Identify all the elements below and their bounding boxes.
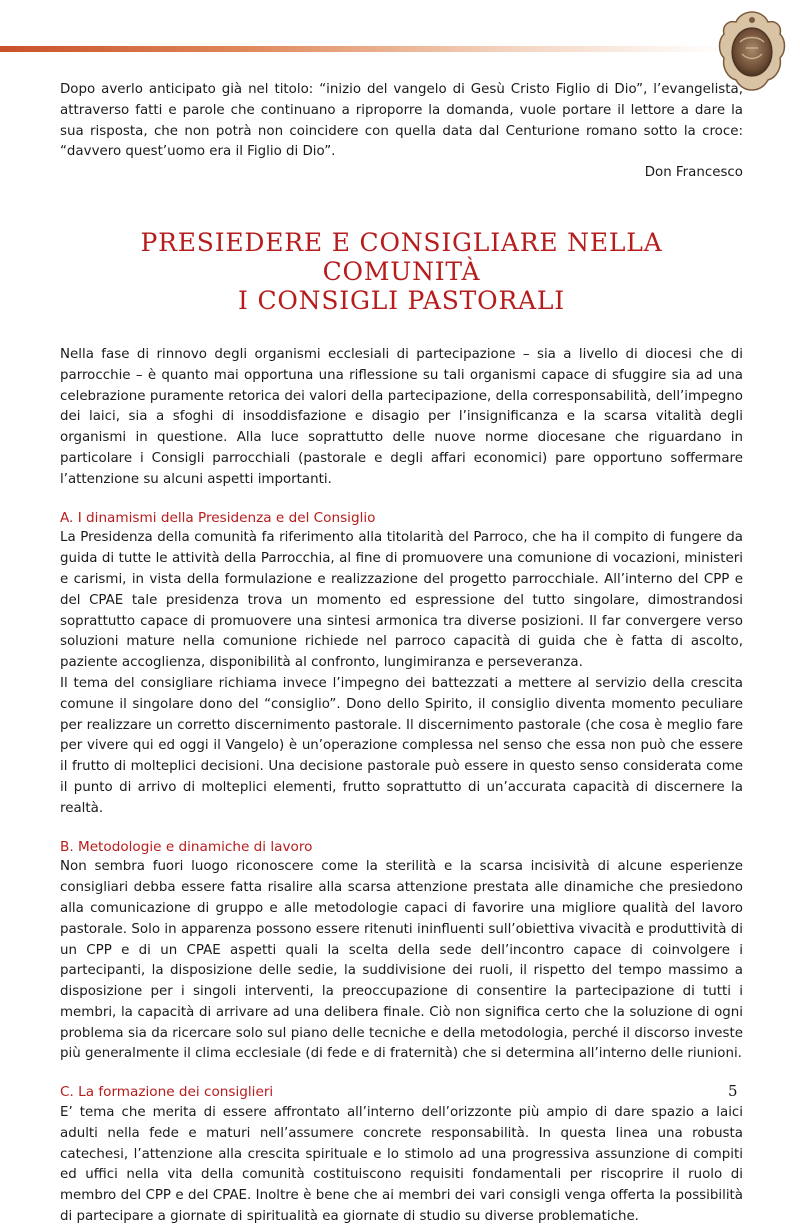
section-c-heading: C. La formazione dei consiglieri bbox=[60, 1084, 274, 1101]
header-rule bbox=[0, 46, 720, 52]
page-content bbox=[60, 80, 743, 1228]
article-title-line2: I CONSIGLI PASTORALI bbox=[238, 285, 565, 315]
section-b-paragraph-1: Non sembra fuori luogo riconoscere come la sterilità e la scarsa incisività di alcune esperienze consigliari debba essere fatta risalire alla scarsa attenzione prestata alle dinamiche che presiedono alla comunicazione di gruppo e alle metodologie capaci di favorire una migliore qualità del lavoro pastorale. Solo in apparenza possono essere ritenuti ininfluenti sull’obiettiva vivacità e produttività di un CPP e di un CPAE aspetti quali la scelta della sede dell’incontro capace di coinvolgere i partecipanti, la disposizione delle sedie, la suddivisione dei ruoli, il rispetto del tempo massimo a disposizione per i singoli interventi, la preoccupazione di consentire la partecipazione di tutti i membri, la capacità di arrivare ad una delibera finale. Ciò non significa certo che la soluzione di ogni problema sia da ricercare solo sul piano delle tecniche e della metodologia, perché il discorso investe più generalmente il clima ecclesiale (di fede e di fraternità) che si determina all’interno delle riunioni. bbox=[60, 859, 743, 1062]
section-a-heading: A. I dinamismi della Presidenza e del Consiglio bbox=[60, 509, 376, 526]
continuation-paragraph: Dopo averlo anticipato già nel titolo: “inizio del vangelo di Gesù Cristo Figlio di Dio”, l’evangelista, attraverso fatti e parole che continuano a riproporre la domanda, vuole portare il lettore a dare la sua risposta, che non potrà non coincidere con quella data dal Centurione romano sotto la croce: “davvero quest’uomo era il Figlio di Dio”. bbox=[60, 82, 743, 160]
intro-paragraph: Nella fase di rinnovo degli organismi ecclesiali di partecipazione – sia a livello di diocesi che di parrocchie – è quanto mai opportuna una riflessione su tali organismi capace di sfuggire sia ad una celebrazione puramente retorica dei valori della partecipazione, della corresponsabilità, dell’impegno dei laici, sia a sfoghi di insoddisfazione e disagio per l’insignificanza e la scarsa vitalità degli organismi in questione. Alla luce soprattutto delle nuove norme diocesane che riguardano in particolare i Consigli parrocchiali (pastorale e degli affari economici) pare opportuno soffermare l’attenzione su alcuni aspetti importanti. bbox=[60, 346, 743, 487]
page-number: 5 bbox=[728, 1082, 738, 1100]
section-b-heading: B. Metodologie e dinamiche di lavoro bbox=[60, 838, 313, 855]
signature: Don Francesco bbox=[644, 165, 743, 181]
section-c-paragraph-1: E’ tema che merita di essere affrontato all’interno dell’orizzonte più ampio di dare spazio a laici adulti nella fede e maturi nell’assumere concrete responsabilità. In questa linea una robusta catechesi, l’attenzione alla crescita spirituale e lo stimolo ad una progressiva assunzione di compiti ed uffici nella vita della comunità costituiscono requisiti fondamentali per riscoprire il ruolo di membro del CPP e del CPAE. Inoltre è bene che ai membri dei vari consigli venga offerta la possibilità di partecipare a giornate di spiritualità ea giornate di studio su diverse problematiche. bbox=[60, 1105, 743, 1225]
article-title-line1: PRESIEDERE E CONSIGLIARE NELLA COMUNITÀ bbox=[140, 227, 663, 286]
section-a-paragraph-1: La Presidenza della comunità fa riferimento alla titolarità del Parroco, che ha il compito di fungere da guida di tutte le attività della Parrocchia, al fine di promuovere una comunione di vocazioni, ministeri e carismi, in vista della formulazione e realizzazione del progetto parrocchiale. All’interno del CPP e del CPAE tale presidenza trova un momento ed espressione del tutto singolare, dimostrandosi soprattutto capace di promuovere una sintesi armonica tra diverse posizioni. Il far convergere verso soluzioni mature nella comunione richiede nel parroco capacità di guida che è fatta di ascolto, paziente accoglienza, disponibilità al confronto, lungimiranza e perseveranza. bbox=[60, 530, 743, 671]
section-a-paragraph-2: Il tema del consigliare richiama invece l’impegno dei battezzati a mettere al servizio della crescita comune il singolare dono del “consiglio”. Dono dello Spirito, il consiglio diventa momento peculiare per realizzare un corretto discernimento pastorale. Il discernimento pastorale (che cosa è meglio fare per vivere qui ed oggi il Vangelo) è un’operazione complessa nel senso che essa non può che essere il frutto di molteplici decisioni. Una decisione pastorale può essere in questo senso considerata come il punto di arrivo di molteplici elementi, frutto soprattutto di un’accurata capacità di discernere la realtà. bbox=[60, 675, 743, 816]
